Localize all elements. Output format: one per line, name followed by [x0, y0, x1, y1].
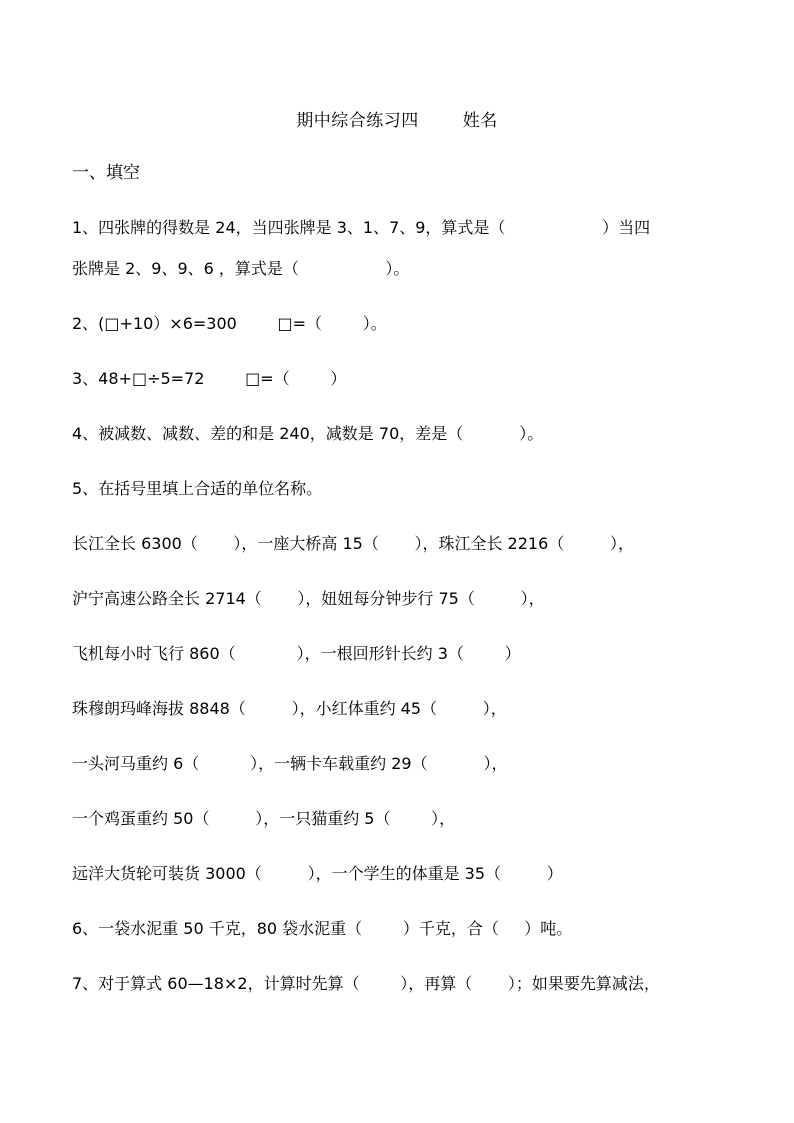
question-7: 7、对于算式 60—18×2，计算时先算（ ），再算（ ）；如果要先算减法， [72, 974, 660, 993]
unit-line-4: 珠穆朗玛峰海拔 8848（ ），小红体重约 45（ ）， [72, 699, 507, 718]
worksheet-title: 期中综合练习四 [296, 111, 419, 131]
question-5: 5、在括号里填上合适的单位名称。 [72, 479, 323, 498]
question-3: 3、48+□÷5=72 □=（ ） [72, 369, 347, 388]
unit-line-1: 长江全长 6300（ ），一座大桥高 15（ ），珠江全长 2216（ ）， [72, 534, 635, 553]
unit-line-6: 一个鸡蛋重约 50（ ），一只猫重约 5（ ）， [72, 809, 456, 828]
unit-line-7: 远洋大货轮可装货 3000（ ），一个学生的体重是 35（ ） [72, 864, 563, 883]
question-1-line-2: 张牌是 2、9、9、6 ，算式是（ ）。 [72, 259, 410, 278]
unit-line-3: 飞机每小时飞行 860（ ），一根回形针长约 3（ ） [72, 644, 521, 663]
name-label: 姓名 [462, 111, 498, 131]
question-6: 6、一袋水泥重 50 千克，80 袋水泥重（ ）千克，合（ ）吨。 [72, 919, 573, 938]
page-title [0, 106, 794, 131]
unit-line-2: 沪宁高速公路全长 2714（ ），妞妞每分钟步行 75（ ）， [72, 589, 545, 608]
unit-line-5: 一头河马重约 6（ ），一辆卡车载重约 29（ ）， [72, 754, 508, 773]
question-1-line-1: 1、四张牌的得数是 24，当四张牌是 3、1、7、9，算式是（ ）当四 [72, 218, 651, 237]
question-4: 4、被减数、减数、差的和是 240，减数是 70，差是（ ）。 [72, 424, 544, 443]
section-heading: 一、填空 [72, 163, 140, 183]
question-2: 2、(□+10）×6=300 □=（ ）。 [72, 314, 387, 333]
